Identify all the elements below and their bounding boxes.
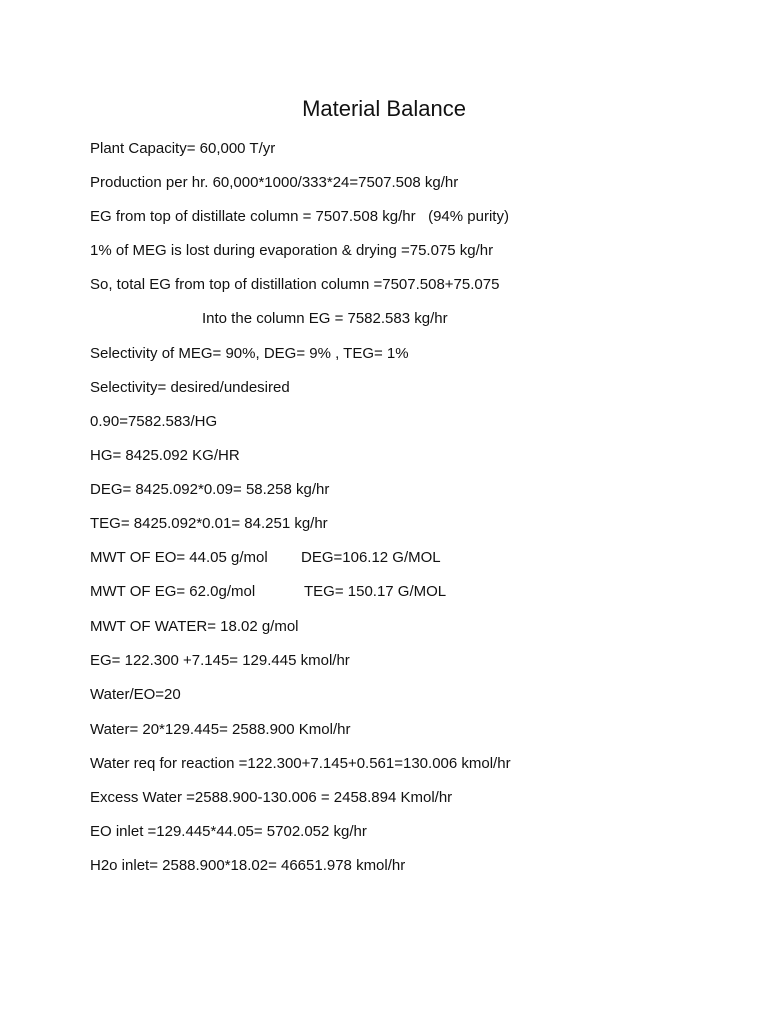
text-line-hg-equation: 0.90=7582.583/HG — [90, 413, 218, 430]
text-line-deg-value: DEG= 8425.092*0.09= 58.258 kg/hr — [90, 481, 330, 498]
text-line-mwt-deg: DEG=106.12 G/MOL — [301, 549, 441, 566]
text-line-water-kmol: Water= 20*129.445= 2588.900 Kmol/hr — [90, 721, 351, 738]
text-line-mwt-eg: MWT OF EG= 62.0g/mol — [90, 583, 256, 600]
text-line-water-req: Water req for reaction =122.300+7.145+0.561=130.006 kmol/hr — [90, 755, 511, 772]
text-line-teg-value: TEG= 8425.092*0.01= 84.251 kg/hr — [90, 515, 328, 532]
text-line-meg-loss: 1% of MEG is lost during evaporation & drying =75.075 kg/hr — [90, 242, 494, 259]
text-line-excess-water: Excess Water =2588.900-130.006 = 2458.894 Kmol/hr — [90, 789, 453, 806]
text-line-mwt-teg: TEG= 150.17 G/MOL — [304, 583, 447, 600]
text-line-selectivity-definition: Selectivity= desired/undesired — [90, 379, 290, 396]
text-line-mwt-water: MWT OF WATER= 18.02 g/mol — [90, 618, 299, 635]
text-line-selectivity-values: Selectivity of MEG= 90%, DEG= 9% , TEG= 1% — [90, 345, 409, 362]
text-line-mwt-eo: MWT OF EO= 44.05 g/mol — [90, 549, 268, 566]
text-line-eg-kmol: EG= 122.300 +7.145= 129.445 kmol/hr — [90, 652, 350, 669]
text-line-into-column: Into the column EG = 7582.583 kg/hr — [202, 310, 448, 327]
text-line-eo-inlet: EO inlet =129.445*44.05= 5702.052 kg/hr — [90, 823, 367, 840]
text-line-total-eg: So, total EG from top of distillation column =7507.508+75.075 — [90, 276, 500, 293]
text-line-water-eo-ratio: Water/EO=20 — [90, 686, 181, 703]
text-line-production-per-hour: Production per hr. 60,000*1000/333*24=7507.508 kg/hr — [90, 174, 459, 191]
text-line-plant-capacity: Plant Capacity= 60,000 T/yr — [90, 140, 276, 157]
text-line-hg-value: HG= 8425.092 KG/HR — [90, 447, 240, 464]
page-title: Material Balance — [302, 96, 466, 121]
text-line-eg-distillate: EG from top of distillate column = 7507.508 kg/hr (94% purity) — [90, 208, 509, 225]
text-line-h2o-inlet: H2o inlet= 2588.900*18.02= 46651.978 kmol/hr — [90, 857, 406, 874]
